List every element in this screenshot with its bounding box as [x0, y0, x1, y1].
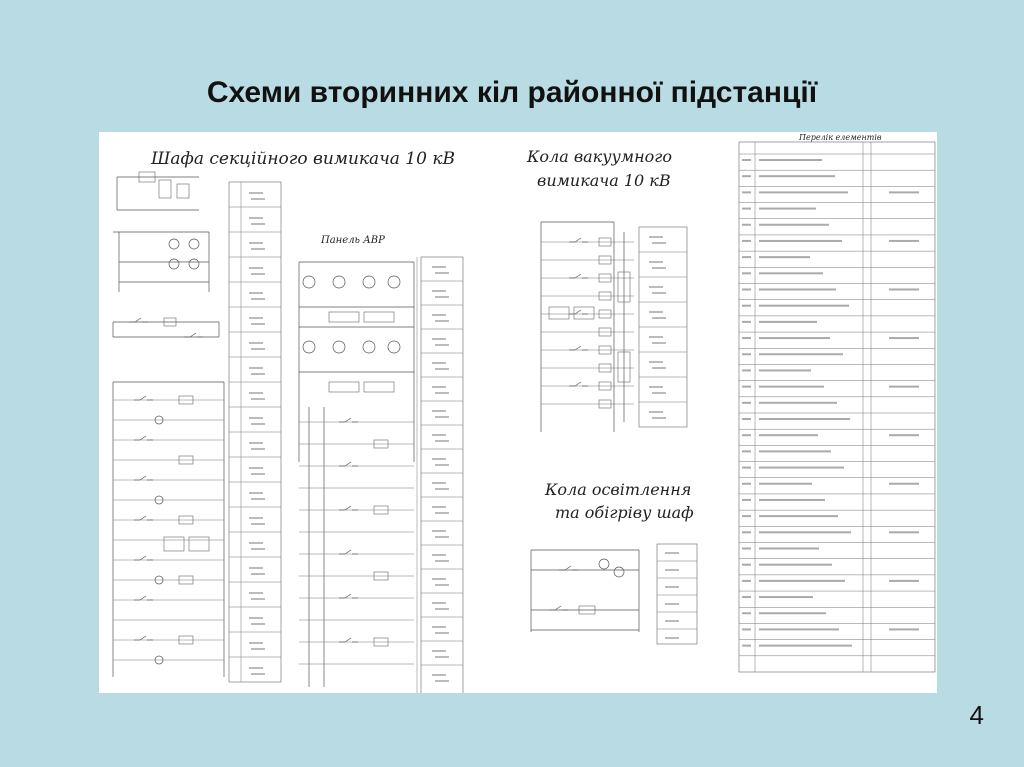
vacuum-breaker-circuit: [541, 222, 687, 432]
title-sectional-breaker: Шафа секційного вимикача 10 кВ: [151, 149, 455, 169]
title-elements-list: Перелік елементів: [799, 133, 882, 142]
title-avr-panel: Панель АВР: [321, 235, 385, 246]
title-lighting-2: та обігріву шаф: [555, 503, 694, 522]
lighting-circuit: [531, 544, 697, 644]
title-vacuum-breaker-2: вимикача 10 кВ: [537, 171, 671, 190]
avr-panel-circuit: [299, 257, 463, 693]
schematic-drawing: [99, 132, 937, 693]
elements-list-table: [739, 142, 935, 672]
sectional-breaker-circuit: [113, 172, 281, 682]
title-vacuum-breaker-1: Кола вакуумного: [527, 147, 672, 166]
slide-title: Схеми вторинних кіл районної підстанції: [206, 76, 818, 109]
schematic-svg: [99, 132, 937, 693]
page-number: 4: [969, 700, 984, 730]
title-lighting-1: Кола освітлення: [545, 480, 692, 499]
